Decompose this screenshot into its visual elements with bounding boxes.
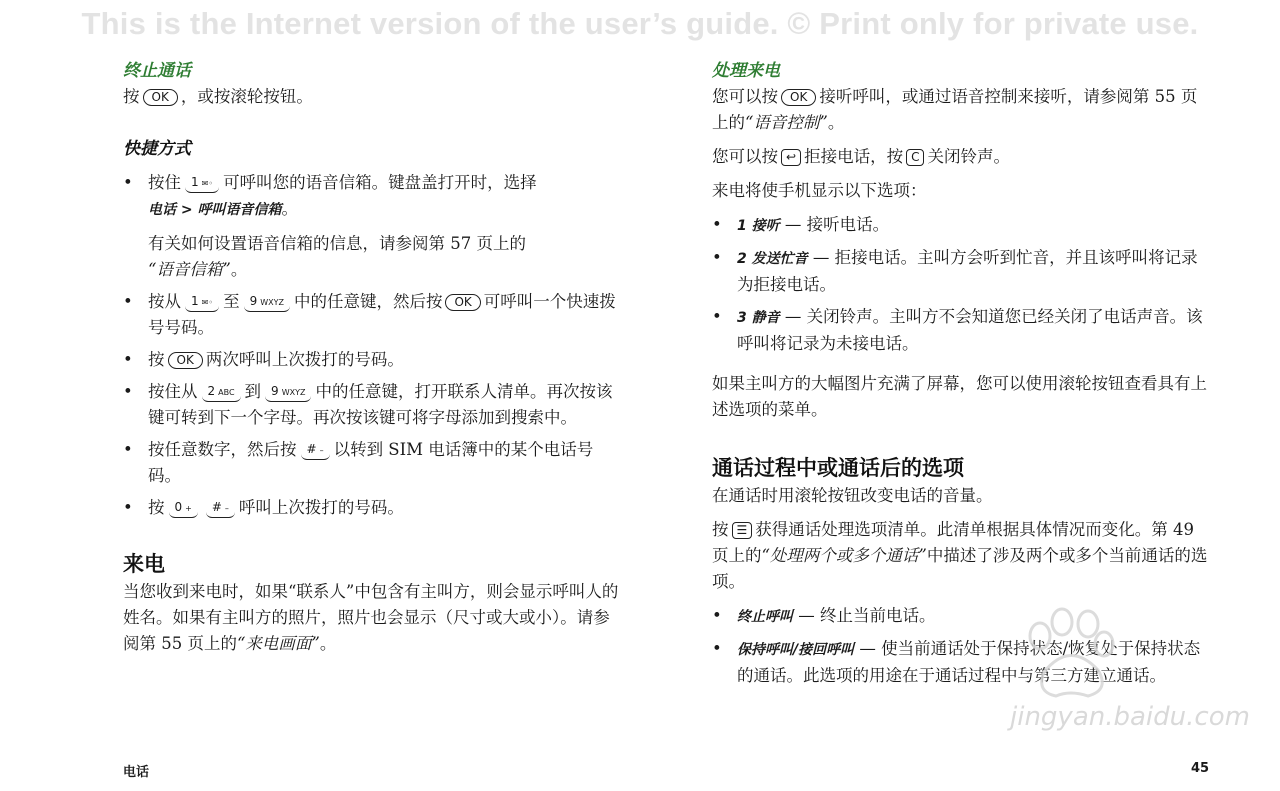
hash-key-icon xyxy=(301,443,330,460)
print-watermark: This is the Internet version of the user’s guide. © Print only for private use. xyxy=(81,6,1199,41)
key-1-icon xyxy=(185,295,219,312)
during-options-list xyxy=(712,603,1212,689)
option-text: — 关闭铃声。主叫方不会知道您已经关闭了电话声音。该呼叫将记录为未接电话。 xyxy=(737,307,1203,353)
option-label: 3 静音 xyxy=(737,310,780,326)
list-item xyxy=(123,379,623,431)
text: 可呼叫一个快速拨号号码。 xyxy=(148,292,616,337)
key-sub-label: ✉◦ xyxy=(201,298,214,307)
text: 以转到 SIM 电话簿中的某个电话号码。 xyxy=(148,440,594,485)
text: 您可以按 xyxy=(712,87,778,106)
key-sub-label: + xyxy=(185,504,192,513)
key-sub-label: WXYZ xyxy=(281,388,306,397)
menu-path: 电话 > 呼叫语音信箱 xyxy=(148,202,282,218)
footer-section: 电话 xyxy=(123,765,150,780)
handle-p1 xyxy=(712,84,1212,136)
key-sub-label: WXYZ xyxy=(260,298,284,307)
text: 两次呼叫上次拨打的号码。 xyxy=(205,350,404,369)
text: 到 xyxy=(244,382,262,401)
end-call-post: ，或按滚轮按钮。 xyxy=(180,87,313,106)
text: 按 xyxy=(148,498,165,517)
key-label: 9 xyxy=(249,294,258,308)
end-call-text xyxy=(123,84,623,110)
option-text: — 接听电话。 xyxy=(784,215,890,234)
text: 接听呼叫，或通过语音控制来接听，请参阅第 55 页上的 xyxy=(712,87,1198,132)
menu-key-icon: ☰ xyxy=(732,522,753,539)
key-label: 1 xyxy=(191,294,199,308)
text: 按住从 xyxy=(148,382,198,401)
list-item xyxy=(123,495,623,521)
key-0-icon xyxy=(169,501,198,518)
text: 拒接电话，按 xyxy=(804,147,904,166)
text: 按 xyxy=(148,350,165,369)
key-label: 1 xyxy=(191,175,199,189)
list-item xyxy=(123,289,623,341)
key-label: 2 xyxy=(207,384,216,398)
option-text: — 终止当前电话。 xyxy=(798,606,936,625)
shortcuts-title: 快捷方式 xyxy=(123,139,191,159)
hash-key-icon xyxy=(206,501,235,518)
option-text: — 拒接电话。主叫方会听到忙音，并且该呼叫将记录为拒接电话。 xyxy=(737,248,1198,294)
key-9-icon xyxy=(244,295,290,312)
during-call-title: 通话过程中或通话后的选项 xyxy=(712,456,964,480)
during-p1: 在通话时用滚轮按钮改变电话的音量。 xyxy=(712,486,993,505)
list-item xyxy=(123,347,623,373)
text: 。 xyxy=(319,634,337,653)
shortcuts-list xyxy=(123,170,623,521)
end-call-title: 终止通话 xyxy=(123,61,191,81)
option-label: 1 接听 xyxy=(737,218,780,234)
text: 可呼叫您的语音信箱。键盘盖打开时，选择 xyxy=(223,173,537,192)
key-sub-label: ABC xyxy=(218,388,235,397)
key-sub-label: ✉◦ xyxy=(201,179,214,188)
ok-key-icon: OK xyxy=(445,294,480,311)
text: 按任意数字，然后按 xyxy=(148,440,297,459)
text: 中描述了涉及两个或多个当前通话的选项。 xyxy=(712,546,1208,591)
list-item xyxy=(712,603,1212,630)
list-item xyxy=(712,245,1212,298)
text: 当您收到来电时，如果“联系人”中包含有主叫方，则会显示呼叫人的姓名。如果有主叫方的照片，照片也会显示（尺寸或大或小）。请参阅第 55 页上的 xyxy=(123,582,619,653)
key-2-icon xyxy=(202,385,241,402)
ok-key-icon: OK xyxy=(781,89,816,106)
text: 有关如何设置语音信箱的信息，请参阅第 57 页上的 xyxy=(148,234,526,253)
left-column xyxy=(123,58,623,657)
key-sub-label: – xyxy=(224,504,229,513)
incoming-options-list xyxy=(712,212,1212,357)
text: 。 xyxy=(827,113,845,132)
handle-call-title: 处理来电 xyxy=(712,61,780,81)
option-label: 终止呼叫 xyxy=(737,609,793,625)
handle-p2 xyxy=(712,144,1212,170)
end-call-pre: 按 xyxy=(123,87,140,106)
list-item xyxy=(123,437,623,489)
option-label: 2 发送忙音 xyxy=(737,251,808,267)
text: 。 xyxy=(281,199,298,218)
key-label: # xyxy=(211,500,222,514)
key-label: 0 xyxy=(174,500,183,514)
option-label: 保持呼叫/接回呼叫 xyxy=(737,642,855,658)
text: 呼叫上次拨打的号码。 xyxy=(238,498,404,517)
text: 至 xyxy=(223,292,240,311)
text: 中的任意键，打开联系人清单。再次按该键可转到下一个字母。再次按该键可将字母添加到搜索中。 xyxy=(148,382,613,427)
option-text: — 使当前通话处于保持状态/恢复处于保持状态的通话。此选项的用途在于通话过程中与第三方建立通话。 xyxy=(737,639,1201,685)
cross-reference: “语音信箱” xyxy=(148,260,231,279)
handle-p4: 如果主叫方的大幅图片充满了屏幕，您可以使用滚轮按钮查看具有上述选项的菜单。 xyxy=(712,374,1207,419)
during-p2 xyxy=(712,517,1212,595)
cross-reference: “语音控制” xyxy=(745,113,828,132)
ok-key-icon: OK xyxy=(168,352,203,369)
list-item xyxy=(712,304,1212,357)
text: 关闭铃声。 xyxy=(927,147,1010,166)
incoming-text xyxy=(123,579,623,657)
key-1-icon xyxy=(185,176,219,193)
text: 按 xyxy=(712,520,729,539)
list-item xyxy=(712,636,1212,689)
text: 获得通话处理选项清单。此清单根据具体情况而变化。第 49 页上的 xyxy=(712,520,1195,565)
text: 按住 xyxy=(148,173,181,192)
back-key-icon: ↩ xyxy=(781,149,801,166)
list-item xyxy=(712,212,1212,239)
c-key-icon: C xyxy=(906,149,924,166)
text: 按从 xyxy=(148,292,181,311)
incoming-title: 来电 xyxy=(123,552,165,576)
list-item xyxy=(123,170,623,283)
key-label: 9 xyxy=(271,384,279,398)
key-9-icon xyxy=(265,385,311,402)
key-sub-label: – xyxy=(319,446,324,455)
key-label: # xyxy=(306,442,317,456)
logo-text: jingyan.baidu.com xyxy=(1010,702,1250,732)
text: 中的任意键，然后按 xyxy=(293,292,443,311)
handle-p3: 来电将使手机显示以下选项： xyxy=(712,181,927,200)
right-column xyxy=(712,58,1212,695)
text: 。 xyxy=(230,260,248,279)
text: 您可以按 xyxy=(712,147,778,166)
cross-reference: “来电画面” xyxy=(237,634,320,653)
cross-reference: “处理两个或多个通话” xyxy=(761,546,927,565)
page-number: 45 xyxy=(1191,761,1210,776)
ok-key-icon: OK xyxy=(143,89,178,106)
voicemail-note xyxy=(148,231,623,283)
